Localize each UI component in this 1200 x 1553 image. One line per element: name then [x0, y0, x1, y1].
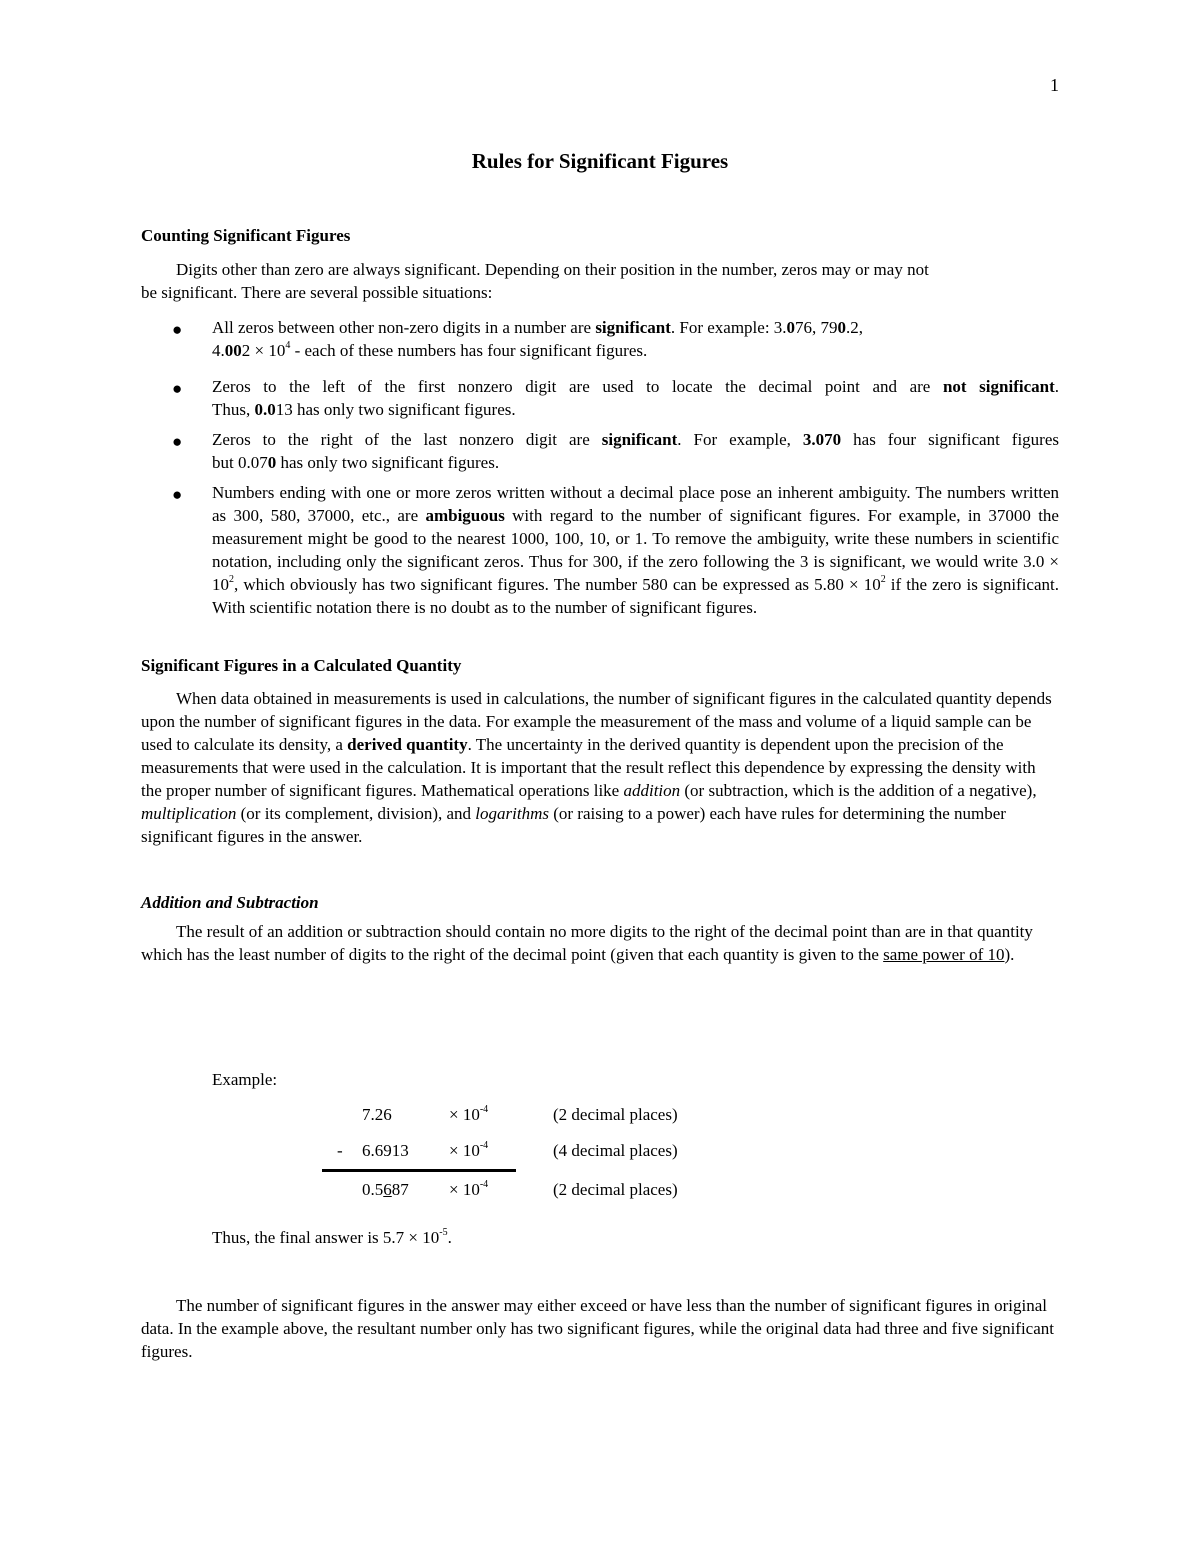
bullet-icon: ●: [172, 379, 183, 398]
bullet-4-text: if the zero is significant. With scientific notation there is no doubt as to the number of significant figures.: [212, 575, 1060, 617]
bullet-2-text: 13 has only two significant figures.: [275, 400, 516, 419]
bullet-2-text: .: [1054, 377, 1059, 396]
addition-text: The result of an addition or subtraction should contain no more digits to the right of the decimal point than are in that quantity which has the least number of digits to the right of the decimal point (given that each quantity is given to the: [141, 922, 1033, 964]
bullet-3-text: Zeros to the right of the last nonzero digit are: [212, 430, 602, 449]
example-times-text: × 10: [449, 1141, 480, 1160]
bullet-1-emphasis: significant: [595, 318, 671, 337]
example-exponent: -4: [479, 1179, 489, 1190]
example-value: 7.26: [362, 1105, 392, 1124]
bullet-4-text: with regard to the number of significant figures. For example, in 37000 the measurement might be good to the nearest 1000, 100, 10, or 1. To remove the ambiguity, write these numbers in scientific notation, including only the significant zeros. Thus for 300, if the zero following the 3 is significant, we would write 3.0 × 10: [212, 506, 1059, 594]
example-minus-sign: -: [337, 1141, 343, 1160]
bullet-item-4: [212, 481, 1059, 619]
section-heading-counting: Counting Significant Figures: [141, 226, 351, 245]
bullet-3-emphasis: significant: [601, 430, 678, 449]
intro-line-2: be significant. There are several possible situations:: [141, 283, 493, 302]
addition-text: ).: [1004, 945, 1015, 964]
addition-paragraph: [141, 920, 1059, 966]
final-answer-text: Thus, the final answer is 5.7 × 10: [212, 1228, 440, 1247]
example-exponent: -4: [479, 1140, 489, 1151]
example-sum-rule: [322, 1169, 516, 1172]
closing-text: The number of significant figures in the answer may either exceed or have less than the number of significant figures in original data. In the example above, the resultant number only has two significant figures, while the original data had three and five significant figures.: [141, 1296, 1054, 1361]
bullet-item-3: [212, 428, 1059, 474]
bullet-icon: ●: [172, 485, 183, 504]
intro-line-1: Digits other than zero are always significant. Depending on their position in the number, zeros may or may not: [176, 260, 929, 279]
calculated-italic: logarithms: [475, 804, 549, 823]
closing-paragraph: [141, 1294, 1059, 1363]
example-result-value: [362, 1178, 409, 1201]
example-times: [449, 1139, 488, 1162]
calculated-paragraph: [141, 687, 1059, 848]
calculated-text: (or raising to a power) each have rules for determining the number significant figures in the answer.: [141, 804, 1006, 846]
bullet-1-text: .2,: [846, 318, 864, 337]
calculated-text: When data obtained in measurements is used in calculations, the number of significant figures in the calculated quantity depends upon the number of significant figures in the data. For example the measurement of the mass and volume of a liquid sample can be used to calculate its density, a: [141, 689, 1052, 754]
page-title: Rules for Significant Figures: [471, 149, 729, 173]
bullet-3-text: but 0.07: [212, 453, 268, 472]
example-note: (2 decimal places): [553, 1105, 678, 1124]
bullet-1-text: 2 × 10: [241, 341, 286, 360]
intro-paragraph: [141, 258, 1059, 304]
bullet-1-text: - each of these numbers has four significant figures.: [290, 341, 648, 360]
final-answer-exponent: -5: [439, 1227, 448, 1238]
bullet-1-digit: 0: [837, 318, 847, 337]
bullet-3-digit: 3.070: [802, 430, 842, 449]
bullet-2-text: Zeros to the left of the first nonzero digit are used to locate the decimal point and are: [212, 377, 943, 396]
section-heading-addition: Addition and Subtraction: [141, 893, 319, 912]
bullet-3-text: has four significant figures: [841, 430, 1060, 449]
bullet-2-digit: 0.0: [254, 400, 276, 419]
calculated-italic: addition: [623, 781, 681, 800]
bullet-4-text: , which obviously has two significant figures. The number 580 can be expressed as 5.80 × 10: [234, 575, 881, 594]
example-result-underlined: 6: [383, 1180, 392, 1199]
bullet-item-1: [212, 316, 1059, 362]
section-heading-calculated: Significant Figures in a Calculated Quantity: [141, 656, 462, 675]
bullet-4-exponent: 2: [229, 574, 234, 585]
example-result-part: 0.5: [362, 1180, 384, 1199]
calculated-text: (or subtraction, which is the addition of a negative),: [680, 781, 1037, 800]
bullet-1-exponent: 4: [285, 340, 291, 351]
calculated-text: . The uncertainty in the derived quantity is dependent upon the precision of the measurements that were used in the calculation. It is important that the result reflect this dependence by expressing the density with the proper number of significant figures. Mathematical operations like: [141, 735, 1036, 800]
example-exponent: -4: [479, 1104, 489, 1115]
bullet-2-emphasis: not significant: [942, 377, 1055, 396]
example-value: 6.6913: [362, 1141, 409, 1160]
bullet-1-text: . For example: 3.: [670, 318, 787, 337]
page-number: 1: [1050, 75, 1059, 95]
example-times-text: × 10: [449, 1180, 480, 1199]
bullet-icon: ●: [172, 320, 183, 339]
bullet-4-emphasis: ambiguous: [425, 506, 505, 525]
addition-underlined: same power of 10: [883, 945, 1005, 964]
bullet-1-digit: 00: [224, 341, 242, 360]
example-final-answer: [212, 1226, 452, 1249]
bullet-2-text: Thus,: [212, 400, 255, 419]
bullet-1-text: 76, 79: [795, 318, 838, 337]
example-times: [449, 1178, 488, 1201]
example-note: (4 decimal places): [553, 1141, 678, 1160]
bullet-3-digit: 0: [267, 453, 277, 472]
bullet-3-text: has only two significant figures.: [276, 453, 500, 472]
calculated-text: (or its complement, division), and: [236, 804, 476, 823]
bullet-1-text: All zeros between other non-zero digits in a number are: [212, 318, 596, 337]
calculated-italic: multiplication: [141, 804, 237, 823]
bullet-item-2: [212, 375, 1059, 421]
bullet-3-text: . For example,: [677, 430, 803, 449]
bullet-icon: ●: [172, 432, 183, 451]
final-answer-text: .: [447, 1228, 452, 1247]
bullet-1-text: 4.: [212, 341, 225, 360]
example-times-text: × 10: [449, 1105, 480, 1124]
calculated-emphasis: derived quantity: [347, 735, 468, 754]
example-result-part: 87: [391, 1180, 409, 1199]
example-note: (2 decimal places): [553, 1180, 678, 1199]
example-times: [449, 1103, 488, 1126]
bullet-1-digit: 0: [786, 318, 796, 337]
example-label: Example:: [212, 1070, 278, 1089]
bullet-4-exponent: 2: [880, 574, 886, 585]
bullet-4-text: Numbers ending with one or more zeros written without a decimal place pose an inherent ambiguity. The numbers written as 300, 580, 37000, etc., are: [212, 483, 1059, 525]
